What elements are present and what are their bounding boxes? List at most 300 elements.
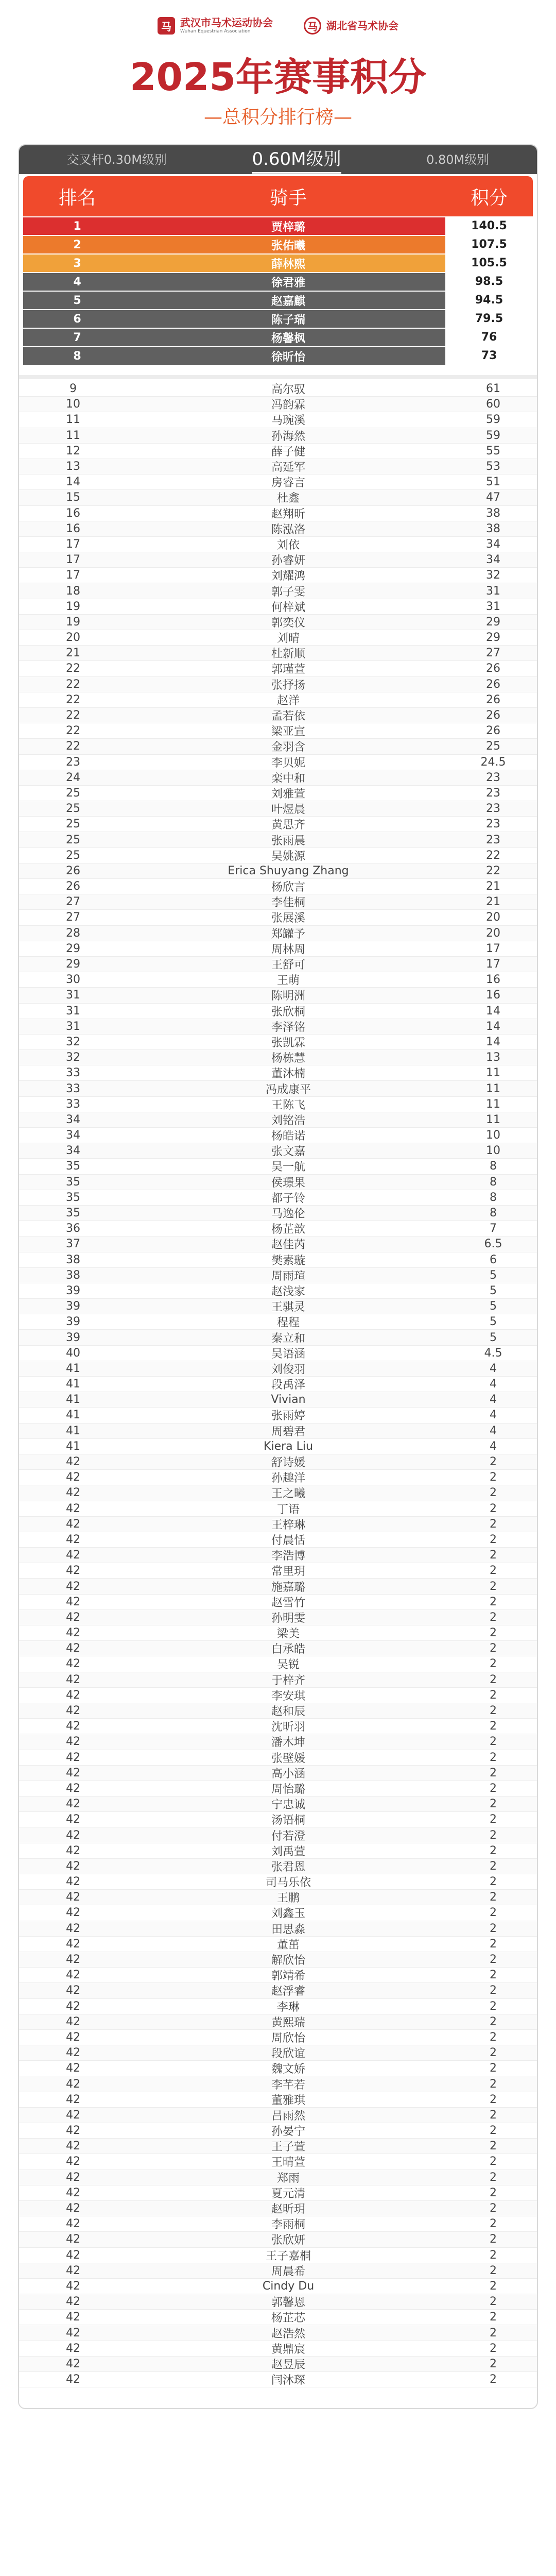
points-cell: 2 (490, 1517, 497, 1531)
table-row (19, 1470, 537, 1485)
wuhan-association-logo (158, 17, 273, 35)
table-row (19, 1968, 537, 1983)
rank-cell: 33 (66, 1097, 80, 1111)
rider-name-cell: 孙明雯 (271, 1612, 305, 1625)
level-tabs (19, 145, 537, 174)
rank-cell: 23 (66, 755, 80, 769)
rank-cell: 25 (66, 833, 80, 846)
table-row (19, 1656, 537, 1672)
table-row (19, 1454, 537, 1470)
points-cell: 79.5 (445, 310, 533, 328)
points-cell: 2 (490, 1564, 497, 1578)
points-cell: 2 (490, 1813, 497, 1826)
table-row (19, 1346, 537, 1361)
table-row (19, 2061, 537, 2076)
points-cell: 14 (486, 1004, 500, 1018)
points-cell: 59 (486, 413, 500, 427)
rider-name-cell: 吴姚源 (271, 850, 305, 863)
points-cell: 51 (486, 476, 500, 489)
points-cell: 31 (486, 600, 500, 613)
table-row (19, 1579, 537, 1594)
rider-name-cell: 杨芷芯 (271, 2312, 305, 2325)
rank-cell: 34 (66, 1144, 80, 1158)
rider-name-cell: 程程 (276, 1316, 300, 1330)
rank-cell: 42 (66, 2248, 80, 2262)
table-row (19, 1548, 537, 1563)
rider-name-cell: 沈昕羽 (271, 1721, 305, 1734)
rider-name-cell: 郭子雯 (271, 585, 305, 599)
points-cell: 23 (486, 786, 500, 800)
points-cell: 2 (490, 1502, 497, 1515)
rider-name-cell: 郭瑾萱 (271, 663, 305, 676)
table-row (19, 2263, 537, 2279)
rank-cell: 42 (66, 1999, 80, 2013)
rank-cell: 42 (66, 2062, 80, 2075)
table-row (19, 1688, 537, 1703)
rank-cell: 5 (73, 294, 81, 307)
rider-name-cell: 魏文娇 (271, 2063, 305, 2076)
rider-name-cell: 刘耀鸿 (271, 570, 305, 583)
points-cell: 2 (490, 2342, 497, 2355)
rank-cell: 22 (66, 740, 80, 753)
table-row (19, 1734, 537, 1750)
rank-cell: 42 (66, 2108, 80, 2122)
table-row (19, 926, 537, 941)
points-cell: 27 (486, 647, 500, 660)
rank-cell: 27 (66, 895, 80, 909)
rank-cell: 42 (66, 2015, 80, 2028)
points-cell: 2 (490, 1595, 497, 1608)
rank-cell: 41 (66, 1378, 80, 1391)
table-row (19, 848, 537, 863)
rank-cell: 42 (66, 1517, 80, 1531)
points-cell: 2 (490, 1766, 497, 1780)
rider-name-cell: 舒诗媛 (271, 1456, 305, 1470)
rider-name-cell: 孙睿妍 (271, 554, 305, 568)
rank-cell: 42 (66, 2186, 80, 2199)
rider-name-cell: 王鹏 (276, 1892, 300, 1905)
rider-name-cell: 董茁 (276, 1938, 300, 1952)
points-cell: 4 (490, 1362, 497, 1375)
rider-name-cell: 李安琪 (271, 1689, 305, 1703)
table-row (19, 1517, 537, 1532)
rank-cell: 42 (66, 1735, 80, 1749)
rider-name-cell: 房睿言 (271, 477, 305, 490)
table-row (19, 1221, 537, 1236)
table-row (19, 1112, 537, 1128)
rider-name-cell: 徐君雅 (271, 276, 305, 290)
rank-cell: 42 (66, 2357, 80, 2370)
header-rank: 排名 (58, 187, 96, 209)
rider-name-cell: 段禹泽 (271, 1379, 305, 1392)
rank-cell: 33 (66, 1082, 80, 1095)
rider-name-cell: 郭奕仪 (271, 616, 305, 630)
points-cell: 4 (490, 1409, 497, 1422)
rank-cell: 42 (66, 1891, 80, 1904)
points-cell: 2 (490, 1798, 497, 1811)
rank-cell: 42 (66, 1502, 80, 1515)
points-cell: 2 (490, 1984, 497, 1997)
rank-cell: 42 (66, 2124, 80, 2138)
rank-cell: 42 (66, 1984, 80, 1997)
rank-cell: 41 (66, 1362, 80, 1375)
tab-crossbar-030[interactable]: 交叉杆0.30M级别 (66, 152, 167, 167)
points-cell: 7 (490, 1222, 497, 1235)
table-row (19, 583, 537, 599)
rank-cell: 42 (66, 2279, 80, 2293)
points-cell: 2 (490, 1906, 497, 1920)
table-row (19, 1672, 537, 1688)
rider-name-cell: 宁忠诚 (271, 1799, 305, 1812)
rank-cell: 42 (66, 1611, 80, 1624)
points-cell: 11 (486, 1097, 500, 1111)
table-row (19, 2123, 537, 2139)
rank-cell: 22 (66, 693, 80, 706)
points-cell: 2 (490, 1611, 497, 1624)
points-cell: 107.5 (445, 236, 533, 253)
points-cell: 22 (486, 864, 500, 877)
points-cell: 2 (490, 1626, 497, 1640)
points-cell: 11 (486, 1082, 500, 1095)
table-row (19, 1097, 537, 1112)
rider-name-cell: 赵洋 (276, 694, 300, 707)
rank-cell: 14 (66, 476, 80, 489)
table-row (19, 1485, 537, 1501)
rank-cell: 42 (66, 1688, 80, 1702)
rank-cell: 25 (66, 786, 80, 800)
table-row (19, 2014, 537, 2030)
rider-name-cell: 黄熙瑞 (271, 2016, 305, 2029)
rider-name-cell: 潘木坤 (271, 1736, 305, 1750)
rider-name-cell: 杜新顺 (271, 648, 305, 661)
rider-name-cell: 刘晴 (276, 632, 300, 646)
points-cell: 31 (486, 584, 500, 598)
points-cell: 2 (490, 1782, 497, 1795)
points-cell: 17 (486, 942, 500, 955)
points-cell: 2 (490, 2264, 497, 2277)
rider-name-cell: 赵浮睿 (271, 1985, 305, 1998)
rider-name-cell: 周雨瑄 (271, 1269, 305, 1283)
rank-cell: 1 (73, 219, 81, 233)
points-cell: 4 (490, 1393, 497, 1406)
rider-name-cell: 付晨恬 (271, 1534, 305, 1547)
rank-cell: 42 (66, 1859, 80, 1873)
rank-cell: 25 (66, 802, 80, 816)
table-row (19, 879, 537, 894)
points-cell: 5 (490, 1268, 497, 1282)
rank-cell: 26 (66, 864, 80, 877)
points-cell: 21 (486, 880, 500, 893)
rider-name-cell: 周晨希 (271, 2265, 305, 2278)
rank-cell: 29 (66, 958, 80, 971)
points-cell: 17 (486, 958, 500, 971)
rider-name-cell: 高延军 (271, 461, 305, 474)
rank-cell: 42 (66, 2155, 80, 2168)
rider-name-cell: 夏元清 (271, 2187, 305, 2200)
rank-cell: 42 (66, 1969, 80, 1982)
table-row (19, 2232, 537, 2247)
rank-cell: 42 (66, 1471, 80, 1484)
table-row (19, 863, 537, 879)
rank-cell: 42 (66, 2311, 80, 2324)
points-cell: 26 (486, 693, 500, 706)
rank-cell: 42 (66, 1828, 80, 1842)
rank-cell: 6 (73, 312, 81, 326)
rank-cell: 42 (66, 1751, 80, 1764)
rank-cell: 42 (66, 1720, 80, 1733)
table-row (19, 739, 537, 754)
points-cell: 2 (490, 1657, 497, 1671)
table-row (19, 2154, 537, 2170)
table-row (19, 910, 537, 925)
table-row (19, 2279, 537, 2294)
table-row (19, 2341, 537, 2357)
table-row (19, 1283, 537, 1299)
table-row (19, 708, 537, 723)
rank-cell: 22 (66, 724, 80, 738)
table-row (19, 2201, 537, 2216)
rank-cell: 39 (66, 1300, 80, 1313)
table-row (19, 801, 537, 817)
table-row (19, 1905, 537, 1921)
rider-name-cell: 王子萱 (271, 2141, 305, 2154)
points-cell: 2 (490, 2124, 497, 2138)
table-row (19, 428, 537, 444)
rider-name-cell: 张君恩 (271, 1860, 305, 1874)
rider-name-cell: 吕雨然 (271, 2109, 305, 2123)
points-cell: 2 (490, 2030, 497, 2044)
rank-cell: 42 (66, 1564, 80, 1578)
table-row (19, 1408, 537, 1423)
table-row (19, 1128, 537, 1143)
table-row (19, 1035, 537, 1050)
points-cell: 2 (490, 1533, 497, 1546)
points-cell: 94.5 (445, 292, 533, 309)
rank-cell: 19 (66, 615, 80, 629)
table-row (19, 832, 537, 848)
tab-level-080[interactable]: 0.80M级别 (426, 152, 490, 167)
rank-cell: 42 (66, 2046, 80, 2060)
table-row (19, 1563, 537, 1579)
rank-cell: 42 (66, 1657, 80, 1671)
rank-cell: 42 (66, 1580, 80, 1593)
points-cell: 13 (486, 1051, 500, 1064)
table-row (19, 1641, 537, 1656)
rider-name-cell: 董沐楠 (271, 1067, 305, 1081)
points-cell: 2 (490, 1937, 497, 1951)
points-cell: 5 (490, 1331, 497, 1344)
table-row (19, 1314, 537, 1330)
table-row (19, 1206, 537, 1221)
tab-level-060[interactable]: 0.60M级别 (252, 146, 341, 174)
rider-name-cell: 李佳桐 (271, 896, 305, 910)
table-row (19, 2139, 537, 2154)
points-cell: 11 (486, 1066, 500, 1080)
rank-cell: 42 (66, 1549, 80, 1562)
table-row (19, 692, 537, 708)
rank-cell: 27 (66, 911, 80, 924)
points-cell: 2 (490, 2077, 497, 2091)
points-cell: 2 (490, 2093, 497, 2106)
rider-name-cell: 贾梓璐 (271, 221, 305, 234)
table-row (19, 972, 537, 988)
table-row (19, 2170, 537, 2185)
rider-name-cell: 刘雅萱 (271, 787, 305, 801)
rank-cell: 26 (66, 880, 80, 893)
points-cell: 2 (490, 1688, 497, 1702)
page-subtitle: —总积分排行榜— (203, 107, 352, 128)
rank-cell: 22 (66, 677, 80, 691)
rider-name-cell: Cindy Du (262, 2279, 315, 2293)
points-cell: 14 (486, 1020, 500, 1033)
rider-name-cell: 周怡璐 (271, 1783, 305, 1796)
points-cell: 2 (490, 2217, 497, 2231)
points-cell: 6.5 (484, 1238, 502, 1251)
rider-name-cell: 李贝妮 (271, 756, 305, 770)
rider-name-cell: 侯璟果 (271, 1176, 305, 1190)
rank-cell: 22 (66, 709, 80, 722)
points-cell: 38 (486, 506, 500, 520)
table-row (19, 1532, 537, 1548)
points-cell: 2 (490, 2373, 497, 2386)
rank-cell: 35 (66, 1207, 80, 1220)
table-row (19, 537, 537, 552)
logo-bar (0, 0, 556, 52)
rider-name-cell: 孙趣洋 (271, 1472, 305, 1485)
points-cell: 20 (486, 926, 500, 940)
rider-name-cell: 杨皓诺 (271, 1130, 305, 1143)
points-cell: 2 (490, 1828, 497, 1842)
rider-name-cell: 高尔驭 (271, 383, 305, 397)
rank-cell: 25 (66, 849, 80, 862)
rank-cell: 33 (66, 1066, 80, 1080)
points-cell: 2 (490, 1673, 497, 1686)
rank-cell: 4 (73, 275, 81, 289)
points-cell: 2 (490, 2357, 497, 2370)
rider-name-cell: 郑雨 (276, 2172, 300, 2185)
rider-name-cell: 黄思齐 (271, 819, 305, 832)
rider-name-cell: 薛林熙 (271, 258, 305, 271)
table-row (19, 568, 537, 583)
points-cell: 2 (490, 1891, 497, 1904)
table-row (19, 1361, 537, 1377)
rider-name-cell: 樊素璇 (271, 1254, 305, 1267)
table-row (19, 1703, 537, 1719)
rider-name-cell: 周林周 (271, 943, 305, 956)
rank-cell: 42 (66, 1486, 80, 1500)
rank-cell: 42 (66, 1875, 80, 1889)
rank-cell: 42 (66, 2295, 80, 2309)
rank-cell: 25 (66, 818, 80, 831)
rank-cell: 42 (66, 2077, 80, 2091)
table-row (19, 615, 537, 630)
table-row (19, 1377, 537, 1392)
rider-name-cell: 杨芷歆 (271, 1223, 305, 1236)
rank-cell: 31 (66, 989, 80, 1002)
table-row (19, 1595, 537, 1610)
rank-cell: 18 (66, 584, 80, 598)
table-row (19, 1159, 537, 1174)
rider-name-cell: 汤语桐 (271, 1814, 305, 1827)
rank-cell: 32 (66, 1035, 80, 1048)
rider-name-cell: 吴一航 (271, 1161, 305, 1174)
points-cell: 21 (486, 895, 500, 909)
rank-cell: 22 (66, 662, 80, 675)
points-cell: 2 (490, 1751, 497, 1764)
table-row (19, 1625, 537, 1641)
table-row (19, 1501, 537, 1517)
rider-name-cell: 赵嘉麒 (271, 295, 305, 308)
rank-cell: 42 (66, 2171, 80, 2184)
table-row (23, 347, 533, 365)
table-row (19, 2076, 537, 2092)
rider-name-cell: 杨馨枫 (271, 332, 305, 345)
table-row (19, 1392, 537, 1408)
table-row (19, 1252, 537, 1268)
rider-name-cell: 王舒可 (271, 959, 305, 972)
points-cell: 26 (486, 709, 500, 722)
points-cell: 34 (486, 553, 500, 567)
rank-cell: 31 (66, 1004, 80, 1018)
table-row (19, 444, 537, 459)
rank-cell: 42 (66, 1595, 80, 1608)
table-row (19, 552, 537, 568)
points-cell: 2 (490, 1999, 497, 2013)
table-row (19, 1952, 537, 1968)
points-cell: 2 (490, 2171, 497, 2184)
table-row (19, 2216, 537, 2232)
table-row (19, 490, 537, 505)
rank-cell: 39 (66, 1284, 80, 1297)
rider-name-cell: 张佑曦 (271, 239, 305, 252)
table-row (19, 2185, 537, 2201)
rank-cell: 42 (66, 1953, 80, 1967)
rank-cell: 42 (66, 1922, 80, 1935)
table-row (19, 1330, 537, 1345)
points-cell: 8 (490, 1160, 497, 1173)
rider-name-cell: 司马乐依 (265, 1876, 311, 1890)
rank-cell: 41 (66, 1424, 80, 1437)
points-cell: 59 (486, 429, 500, 442)
points-cell: 2 (490, 1720, 497, 1733)
leaderboard-card (18, 144, 538, 2409)
rider-name-cell: 冯成康平 (265, 1083, 311, 1096)
rank-cell: 35 (66, 1160, 80, 1173)
rider-name-cell: 王之曦 (271, 1487, 305, 1501)
rank-cell: 42 (66, 2030, 80, 2044)
table-row (23, 310, 533, 328)
table-row (19, 1019, 537, 1035)
points-cell: 4.5 (484, 1346, 502, 1360)
points-cell: 2 (490, 1549, 497, 1562)
points-cell: 2 (490, 1859, 497, 1873)
rider-name-cell: 郭靖希 (271, 1970, 305, 1983)
table-row (19, 2325, 537, 2341)
table-header (23, 176, 533, 216)
table-row (19, 1797, 537, 1812)
rider-name-cell: 付若澄 (271, 1829, 305, 1843)
points-cell: 2 (490, 1580, 497, 1593)
points-cell: 2 (490, 1969, 497, 1982)
points-cell: 55 (486, 444, 500, 457)
rider-name-cell: 杨欣言 (271, 881, 305, 894)
table-row (19, 770, 537, 786)
table-row (19, 1268, 537, 1283)
table-row (19, 1874, 537, 1890)
rank-cell: 35 (66, 1191, 80, 1204)
rider-name-cell: 徐昕怡 (271, 350, 305, 364)
points-cell: 11 (486, 1113, 500, 1126)
